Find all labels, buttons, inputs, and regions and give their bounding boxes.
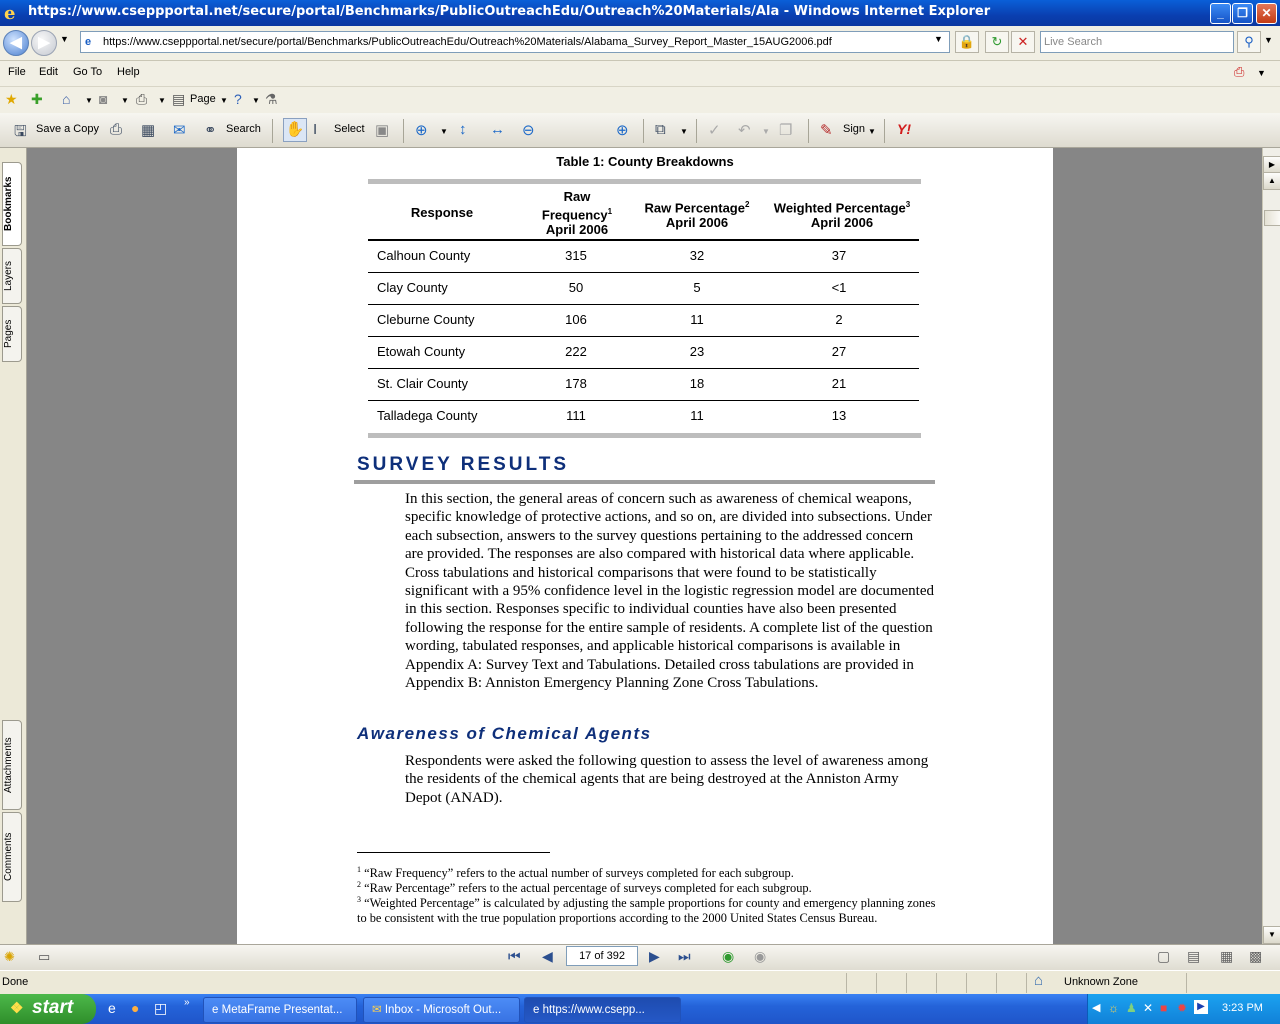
cell-county: Calhoun County — [377, 248, 471, 263]
separator — [643, 119, 644, 143]
tab-pages[interactable] — [2, 306, 22, 362]
tab-attachments-label: Attachments — [3, 737, 14, 793]
cell-raw-pct: 11 — [690, 408, 704, 423]
app-quicklaunch-icon[interactable]: ◰ — [154, 1000, 168, 1016]
search-options-icon[interactable]: ▼ — [1264, 35, 1273, 45]
zoom-in-tool-icon[interactable]: ⊕ — [415, 122, 428, 139]
task-label: Inbox - Microsoft Out... — [384, 1004, 502, 1016]
table-title: Table 1: County Breakdowns — [556, 154, 734, 169]
scroll-right-icon[interactable]: ▶ — [1263, 156, 1280, 174]
menu-bar — [0, 61, 1280, 87]
scroll-up-button[interactable]: ▲ — [1263, 172, 1280, 190]
options-icon[interactable]: ▭ — [38, 949, 51, 964]
feeds-dropdown-icon[interactable]: ▼ — [121, 96, 129, 105]
cell-weighted-pct: 13 — [831, 408, 847, 423]
help-dropdown-icon[interactable]: ▼ — [252, 96, 260, 105]
cell-weighted-pct: 37 — [831, 248, 847, 263]
task-label: MetaFrame Presentat... — [221, 1004, 343, 1016]
status-divider — [966, 973, 967, 993]
header-raw-percentage-line2: April 2006 — [665, 215, 729, 231]
spell-check-icon: ✓ — [708, 122, 721, 139]
firefox-quicklaunch-icon[interactable]: ● — [131, 1000, 140, 1016]
footnote-text: “Weighted Percentage” is calculated by adjusting the sample proportions for county and emergency planning zones to be consistent with the true population proportions according to the 2000 United States Census Bureau. — [357, 896, 936, 926]
feeds-icon[interactable]: ◙ — [99, 91, 108, 107]
undo-icon: ↶ — [738, 122, 751, 139]
address-bar[interactable] — [80, 31, 950, 53]
footnote-3 — [357, 892, 937, 927]
separator — [272, 119, 273, 143]
cell-raw-pct: 32 — [689, 248, 705, 263]
separator — [403, 119, 404, 143]
back-button[interactable]: ◀ — [3, 30, 29, 56]
task-ie-active[interactable] — [524, 997, 681, 1023]
survey-results-paragraph: In this section, the general areas of concern such as awareness of chemical weapons, specific knowledge of protective actions, and so on, are divided into subsections. Under each subsection, answers to the survey questions pertaining to the addressed concern are provided. The responses are also compared with historical data where applicable. Cross tabulations and historical comparisons that were found to be statistically significant with a 95% confidence level in the logistic regression model are documented in this section. Responses specific to individual counties have also been presented following the response for the entire sample of residents. A complete list of the question wording, tabulated responses, and applicable historical comparisons is available in Appendix A: Survey Text and Tabulations. Detailed cross tabulations are provided in Appendix B: Anniston Emergency Planning Zone Cross Tabulations. — [405, 491, 934, 692]
start-label: start — [32, 997, 74, 1018]
row-rule — [368, 368, 919, 369]
cell-county: Cleburne County — [377, 312, 475, 327]
section-rule — [354, 480, 935, 484]
print-icon[interactable]: ⎙ — [136, 91, 148, 107]
cell-freq: 178 — [565, 376, 587, 391]
header-rule — [368, 239, 919, 241]
cell-county: St. Clair County — [377, 376, 469, 391]
last-page-icon[interactable]: ⏭ — [678, 948, 691, 964]
cell-freq: 315 — [565, 248, 587, 263]
window-title: https://www.cseppportal.net/secure/portal/Benchmarks/PublicOutreachEdu/Outreach%20Materials/Ala - Windows Internet Explorer — [28, 4, 991, 19]
ie-icon: e — [4, 3, 16, 24]
footnote-number: 1 — [357, 865, 361, 874]
separator — [884, 119, 885, 143]
tray-alert-icon[interactable]: ■ — [1160, 1001, 1168, 1015]
undo-dropdown-icon: ▼ — [762, 127, 770, 136]
cell-freq: 50 — [568, 280, 584, 295]
page-navigation-bar — [0, 944, 1280, 971]
tray-antivirus-icon[interactable]: ✹ — [1177, 1001, 1188, 1015]
cell-weighted-pct: 21 — [831, 376, 847, 391]
zoom-tool-dropdown-icon[interactable]: ▼ — [440, 127, 448, 136]
acrobat-toolbar — [0, 113, 1280, 148]
fit-height-icon[interactable]: ↕ — [459, 121, 467, 138]
scroll-thumb[interactable] — [1264, 210, 1280, 226]
cell-county: Clay County — [377, 280, 448, 295]
header-raw-frequency — [517, 189, 637, 237]
copy-icon: ❐ — [779, 122, 793, 139]
title-bar — [0, 0, 1280, 26]
hand-tool-icon[interactable]: ✋ — [283, 118, 307, 142]
lock-icon[interactable]: 🔒 — [955, 31, 979, 53]
stop-icon[interactable]: ✕ — [1011, 31, 1035, 53]
continuous-facing-icon[interactable]: ▩ — [1249, 948, 1263, 964]
sign-dropdown-icon[interactable]: ▼ — [868, 127, 876, 136]
task-label: https://www.csepp... — [542, 1004, 645, 1016]
pdf-page — [237, 148, 1053, 944]
navigation-panel — [0, 148, 27, 944]
next-view-icon: ◉ — [754, 948, 767, 964]
tab-bookmarks-label: Bookmarks — [3, 176, 14, 232]
email-icon[interactable]: ✉ — [173, 122, 186, 139]
cell-raw-pct: 18 — [689, 376, 705, 391]
continuous-icon[interactable]: ▤ — [1187, 948, 1201, 964]
footnote-ref-3: 3 — [905, 200, 911, 209]
cell-freq: 106 — [565, 312, 587, 327]
footnote-rule — [357, 852, 550, 853]
tab-layers-label: Layers — [3, 261, 14, 292]
cell-raw-pct: 11 — [690, 312, 704, 327]
search-input[interactable] — [1040, 31, 1234, 53]
footnote-ref-2: 2 — [744, 200, 750, 209]
cell-weighted-pct: 2 — [835, 312, 843, 327]
address-dropdown-icon[interactable]: ▼ — [934, 34, 943, 44]
page-number-input[interactable]: 17 of 392 — [566, 946, 638, 966]
row-rule — [368, 400, 919, 401]
binoculars-icon[interactable]: ⚭ — [204, 122, 217, 139]
quicklaunch-overflow-icon[interactable]: » — [184, 997, 190, 1008]
tab-comments-label: Comments — [3, 832, 14, 882]
status-divider — [996, 973, 997, 993]
task-metaframe[interactable] — [203, 997, 357, 1023]
print-icon[interactable]: ⎙ — [110, 121, 123, 138]
home-dropdown-icon[interactable]: ▼ — [85, 96, 93, 105]
tab-pages-label: Pages — [3, 319, 14, 349]
fit-width-icon[interactable]: ↔ — [490, 121, 505, 138]
close-button[interactable]: ✕ — [1256, 3, 1277, 24]
home-icon[interactable]: ⌂ — [62, 91, 71, 107]
page-dropdown-icon[interactable]: ▼ — [220, 96, 228, 105]
header-weighted-percentage-line1: Weighted Percentage — [773, 200, 906, 216]
status-divider — [936, 973, 937, 993]
zoom-in-icon[interactable]: ⊕ — [616, 122, 629, 139]
header-raw-frequency-line2: Frequency — [541, 207, 608, 223]
footnote-text: “Raw Frequency” refers to the actual number of surveys completed for each subgroup. — [364, 866, 794, 881]
cell-county: Talladega County — [377, 408, 478, 423]
menu-edit[interactable]: Edit — [39, 66, 58, 78]
page-menu[interactable]: Page — [190, 93, 216, 105]
search-icon[interactable]: ⚲ — [1237, 31, 1261, 53]
address-row — [0, 26, 1280, 61]
acrobat-menu-icon[interactable]: ⎙ — [1234, 64, 1245, 79]
print-dropdown-icon[interactable]: ▼ — [158, 96, 166, 105]
cell-weighted-pct: <1 — [831, 280, 847, 295]
status-divider — [906, 973, 907, 993]
page-display-icon[interactable]: ⧉ — [655, 121, 666, 138]
page-display-dropdown-icon[interactable]: ▼ — [680, 127, 688, 136]
next-page-icon[interactable]: ▶ — [649, 948, 660, 964]
tab-layers[interactable] — [2, 248, 22, 304]
header-response: Response — [410, 205, 474, 220]
command-bar — [0, 87, 1280, 113]
row-rule — [368, 272, 919, 273]
sign-pen-icon[interactable]: ✎ — [820, 122, 833, 139]
sign-button[interactable]: Sign — [843, 123, 866, 135]
single-page-icon[interactable]: ▢ — [1157, 948, 1171, 964]
awareness-paragraph: Respondents were asked the following question to assess the level of awareness among the residents of the chemical agents that are being destroyed at the Anniston Army Depot (ANAD). — [405, 753, 929, 806]
cell-raw-pct: 5 — [693, 280, 701, 295]
header-raw-frequency-line3: April 2006 — [545, 222, 609, 238]
organizer-icon[interactable]: ▦ — [141, 122, 156, 139]
search-placeholder: Live Search — [1044, 36, 1103, 48]
tray-expand-icon[interactable]: ◀ — [1092, 1002, 1101, 1014]
scroll-down-button[interactable]: ▼ — [1263, 926, 1280, 944]
search-button[interactable]: Search — [226, 123, 261, 135]
cell-freq: 111 — [566, 408, 586, 423]
restore-button[interactable]: ❐ — [1232, 3, 1253, 24]
status-text: Done — [2, 976, 29, 988]
favorites-star-icon[interactable]: ★ — [5, 91, 18, 107]
header-weighted-percentage — [762, 197, 922, 230]
facing-icon[interactable]: ▦ — [1220, 948, 1234, 964]
footnote-number: 2 — [357, 880, 361, 889]
menu-goto[interactable]: Go To — [73, 66, 103, 78]
menu-file[interactable]: File — [8, 66, 26, 78]
separator — [696, 119, 697, 143]
snapshot-icon[interactable]: ▣ — [375, 122, 390, 139]
cell-freq: 222 — [565, 344, 587, 359]
history-dropdown-icon[interactable]: ▼ — [60, 34, 69, 44]
start-button[interactable] — [0, 994, 96, 1024]
select-tool-icon[interactable]: I — [313, 121, 318, 138]
tab-attachments[interactable] — [2, 720, 22, 810]
clock: 3:23 PM — [1222, 1002, 1263, 1014]
acrobat-sun-icon[interactable]: ✺ — [4, 949, 15, 964]
table-bottom-rule — [368, 433, 921, 438]
row-rule — [368, 304, 919, 305]
tab-bookmarks[interactable] — [2, 162, 22, 246]
cell-county: Etowah County — [377, 344, 466, 359]
tray-user-icon[interactable]: ♟ — [1126, 1001, 1137, 1015]
refresh-icon[interactable]: ↻ — [985, 31, 1009, 53]
zoom-out-icon[interactable]: ⊖ — [522, 122, 535, 139]
separator — [808, 119, 809, 143]
status-divider — [1026, 973, 1027, 993]
vertical-scrollbar[interactable] — [1262, 148, 1280, 944]
status-divider — [846, 973, 847, 993]
status-divider — [876, 973, 877, 993]
menu-help[interactable]: Help — [117, 66, 140, 78]
ie-quicklaunch-icon[interactable]: e — [108, 1000, 116, 1016]
previous-view-icon[interactable]: ◉ — [722, 948, 735, 964]
header-raw-percentage — [637, 197, 757, 230]
footnote-number: 3 — [357, 895, 361, 904]
tab-comments[interactable] — [2, 812, 22, 902]
help-icon[interactable]: ? — [234, 91, 242, 107]
tray-disconnected-icon[interactable]: ✕ — [1143, 1001, 1154, 1015]
status-bar — [0, 970, 1280, 995]
tray-media-icon[interactable]: ▶ — [1194, 1000, 1208, 1014]
address-text: https://www.cseppportal.net/secure/portal/Benchmarks/PublicOutreachEdu/Outreach%20Materials/Alabama_Survey_Report_Master_15AUG2006.pdf — [103, 36, 832, 48]
save-copy-button[interactable]: Save a Copy — [36, 123, 99, 135]
zone-icon: ⌂ — [1034, 972, 1044, 989]
forward-button[interactable]: ▶ — [31, 30, 57, 56]
status-divider — [1186, 973, 1187, 993]
footnote-text: “Raw Percentage” refers to the actual percentage of surveys completed for each subgroup. — [364, 881, 812, 896]
previous-page-icon[interactable]: ◀ — [542, 948, 553, 964]
yahoo-icon[interactable]: Y! — [897, 121, 911, 137]
header-raw-percentage-line1: Raw Percentage — [644, 200, 745, 216]
header-weighted-percentage-line2: April 2006 — [810, 215, 874, 231]
security-zone[interactable]: Unknown Zone — [1064, 976, 1138, 988]
minimize-button[interactable]: _ — [1210, 3, 1231, 24]
ie-icon: e — [533, 1004, 540, 1016]
section-heading-survey-results: SURVEY RESULTS — [357, 454, 569, 475]
task-outlook[interactable] — [363, 997, 520, 1023]
windows-logo-icon: ❖ — [10, 1000, 24, 1017]
footnote-ref-1: 1 — [607, 207, 613, 216]
row-rule — [368, 336, 919, 337]
subsection-heading-awareness: Awareness of Chemical Agents — [357, 724, 652, 743]
save-copy-icon[interactable]: 🖫 — [14, 123, 27, 140]
research-icon[interactable]: ⚗ — [265, 91, 278, 107]
page-icon[interactable]: ▤ — [172, 91, 186, 107]
cell-weighted-pct: 27 — [831, 344, 847, 359]
select-tool-button[interactable]: Select — [334, 123, 365, 135]
cell-raw-pct: 23 — [689, 344, 705, 359]
tray-network-icon[interactable]: ☼ — [1108, 1001, 1119, 1015]
acrobat-menu-dropdown-icon[interactable]: ▼ — [1257, 68, 1266, 78]
table-top-rule — [368, 179, 921, 184]
header-raw-frequency-line1: Raw — [563, 189, 591, 204]
page-icon: e — [85, 36, 92, 48]
first-page-icon[interactable]: ⏮ — [508, 948, 521, 964]
ie-icon: e — [212, 1004, 219, 1016]
outlook-icon: ✉ — [372, 1004, 382, 1016]
add-favorite-icon[interactable]: ✚ — [31, 91, 43, 107]
